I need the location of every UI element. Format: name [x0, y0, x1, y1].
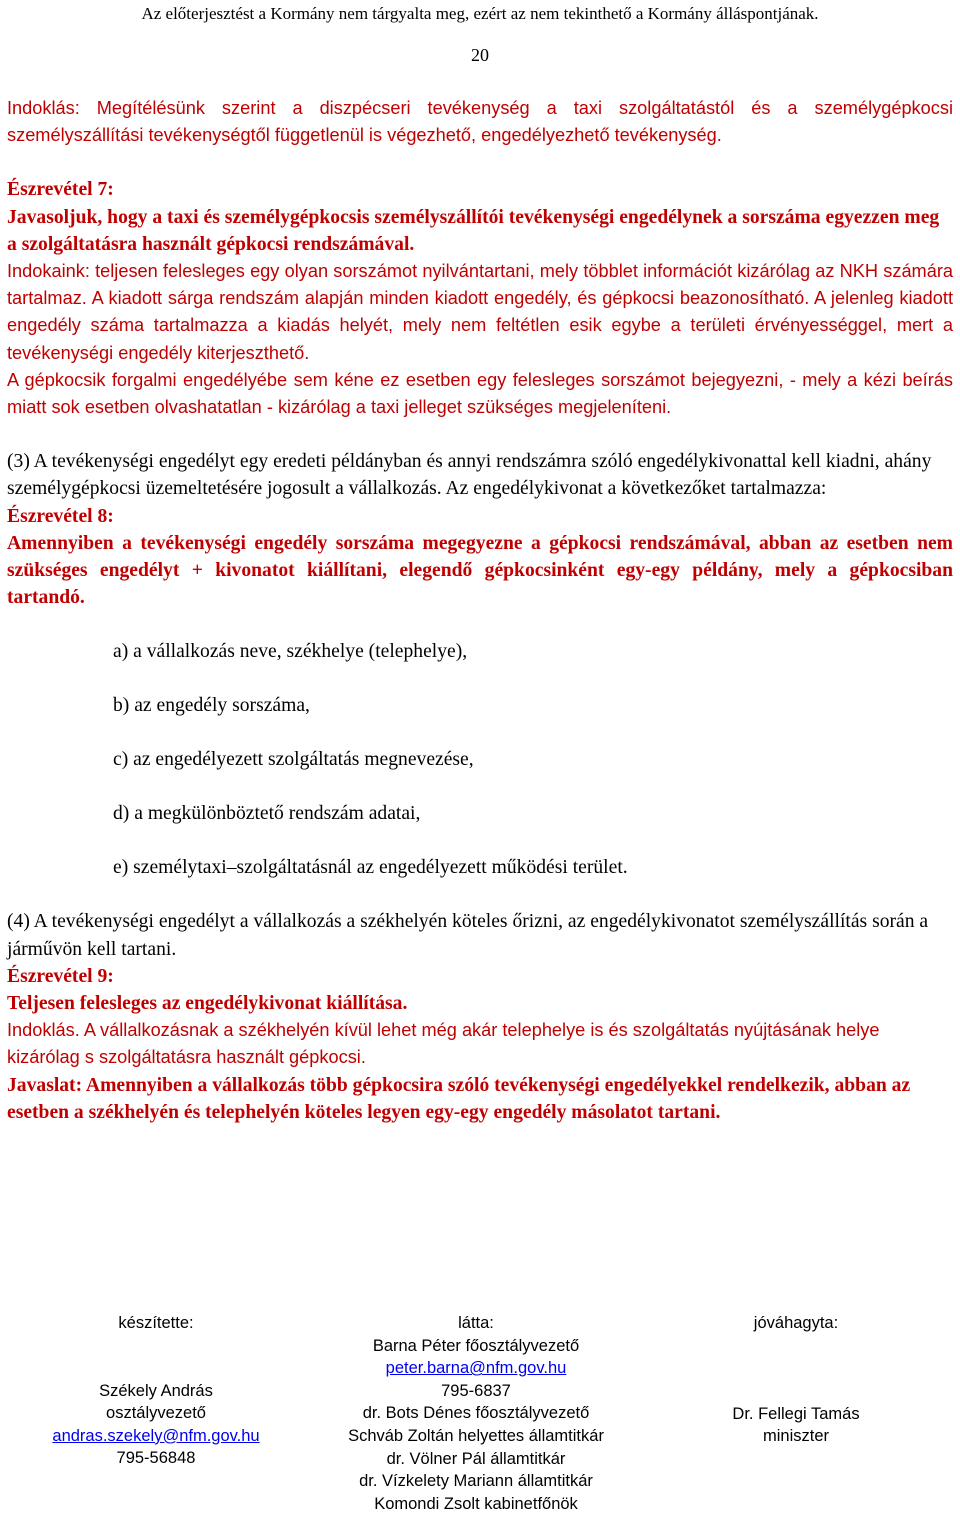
signature-prepared	[40, 1312, 272, 1470]
seen-line-5: dr. Vízkelety Mariann államtitkár	[359, 1472, 593, 1491]
document-body	[7, 95, 953, 1126]
seen-phone: 795-6837	[441, 1381, 511, 1400]
remark-7-reason: Indokaink: teljesen felesleges egy olyan sorszámot nyilvántartani, mely többlet információt kizárólag az NKH számára tartalmaz. A kiadott sárga rendszám alapján minden kiadott engedély, és gépkocsi beazonosítható. A jelenleg kiadott engedély száma tartalmazza a kiadás helyét, mely nem feltétlen esik egybe a területi érvényességgel, mert a tevékenységi engedély kiterjeszthető.	[7, 261, 953, 363]
remark-8-proposal: Amennyiben a tevékenységi engedély sorszáma megegyezne a gépkocsi rendszámával, abban az esetben nem szükséges engedélyt + kivonatot kiállítani, elegendő gépkocsinként egy-egy példány, mely a gépkocsiban tartandó.	[7, 532, 953, 609]
section-4-text: (4) A tevékenységi engedélyt a vállalkozás a székhelyén köteles őrizni, az engedélykivonatot személyszállítás során a járművön kell tartani.	[7, 911, 929, 960]
seen-line-2: dr. Bots Dénes főosztályvezető	[362, 1404, 590, 1423]
seen-line-3: Schváb Zoltán helyettes államtitkár	[348, 1426, 604, 1445]
prepared-role: osztályvezető	[106, 1404, 206, 1423]
justification-paragraph: Indoklás: Megítélésünk szerint a diszpécseri tevékenység a taxi szolgáltatástól és a személygépkocsi személyszállítási tevékenységtől függetlenül is végezhető, engedélyezhető tevékenység.	[7, 98, 953, 146]
approved-role: miniszter	[762, 1427, 829, 1446]
remark-7-proposal: Javasoljuk, hogy a taxi és személygépkocsis személyszállítói tevékenységi engedélynek a sorszáma egyezzen meg a szolgáltatásra használt gépkocsi rendszámával.	[7, 206, 940, 255]
seen-line-1: Barna Péter főosztályvezető	[372, 1336, 580, 1355]
remark-9-proposal: Javaslat: Amennyiben a vállalkozás több gépkocsira szóló tevékenységi engedélyekkel rendelkezik, abban az esetben a székhelyén és telephelyén köteles legyen egy-egy engedély másolatot tartani.	[7, 1074, 911, 1123]
seen-line-6: Komondi Zsolt kabinetfőnök	[374, 1494, 578, 1513]
seen-label: látta:	[458, 1314, 494, 1332]
remark-9-title: Észrevétel 9:	[7, 965, 114, 987]
signature-approved	[700, 1312, 892, 1448]
prepared-email-link[interactable]: andras.szekely@nfm.gov.hu	[52, 1426, 260, 1445]
prepared-phone: 795-56848	[116, 1449, 196, 1468]
seen-line-4: dr. Völner Pál államtitkár	[386, 1449, 566, 1468]
signature-seen	[330, 1312, 622, 1515]
header-notice: Az előterjesztést a Kormány nem tárgyalta meg, ezért az nem tekinthető a Kormány álláspontjának.	[141, 4, 819, 23]
remark-9-reason: Indoklás. A vállalkozásnak a székhelyén kívül lehet még akár telephelye is és szolgáltatás nyújtásának helye kizárólag s szolgáltatásra használt gépkocsi.	[7, 1020, 880, 1068]
seen-email-link[interactable]: peter.barna@nfm.gov.hu	[385, 1359, 567, 1378]
page-number: 20	[471, 45, 489, 65]
prepared-name: Székely András	[99, 1381, 213, 1400]
list-item-c: c) az engedélyezett szolgáltatás megnevezése,	[113, 749, 474, 771]
list-item-a: a) a vállalkozás neve, székhelye (telephelye),	[113, 641, 468, 663]
remark-7-reason-2: A gépkocsik forgalmi engedélyébe sem kéne ez esetben egy felesleges sorszámot bejegyezni, - mely a kézi beírás miatt sok esetben olvashatatlan - kizárólag a taxi jelleget szükséges megjeleníteni.	[7, 369, 953, 418]
prepared-label: készítette:	[118, 1314, 194, 1332]
remark-9-statement: Teljesen felesleges az engedélykivonat kiállítása.	[7, 993, 408, 1015]
approved-name: Dr. Fellegi Tamás	[732, 1404, 860, 1423]
list-item-b: b) az engedély sorszáma,	[113, 695, 310, 717]
list-item-e: e) személytaxi–szolgáltatásnál az engedélyezett működési terület.	[113, 857, 628, 879]
approved-label: jóváhagyta:	[753, 1314, 839, 1332]
section-3-text: (3) A tevékenységi engedélyt egy eredeti példányban és annyi rendszámra szóló engedélykivonattal kell kiadni, ahány személygépkocsi üzemeltetésére jogosult a vállalkozás. Az engedélykivonat a következőket tartalmazza:	[7, 451, 932, 500]
remark-7-title: Észrevétel 7:	[7, 179, 114, 201]
list-item-d: d) a megkülönböztető rendszám adatai,	[113, 803, 421, 825]
remark-8-title: Észrevétel 8:	[7, 505, 114, 527]
